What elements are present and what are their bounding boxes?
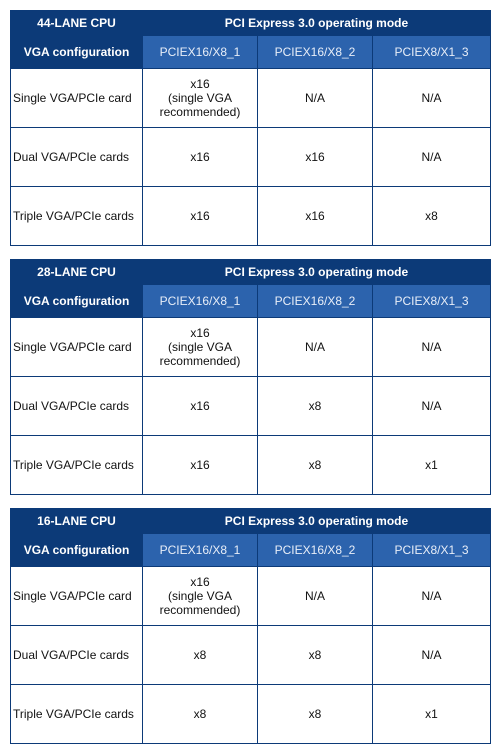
slot2-cell: x16 (258, 128, 373, 187)
slot1-cell: x16 (143, 128, 258, 187)
config-cell: Dual VGA/PCIe cards (11, 377, 143, 436)
slot1-note: recommended) (159, 603, 241, 617)
slot2-cell: x8 (258, 685, 373, 744)
column-header-row (11, 285, 491, 318)
slot1-note: recommended) (159, 354, 241, 368)
slot1-value: x16 (190, 77, 210, 91)
slot-header-pciex16-x8-1: PCIEX16/X8_1 (143, 534, 258, 567)
slot1-cell (143, 567, 258, 626)
vga-configuration-header: VGA configuration (11, 36, 143, 69)
slot1-cell: x16 (143, 377, 258, 436)
cpu-config-table-16-lane (10, 508, 491, 744)
slot3-cell: N/A (373, 626, 491, 685)
table-row (11, 377, 491, 436)
slot1-value: x16 (190, 326, 210, 340)
table-row (11, 318, 491, 377)
slot3-cell: N/A (373, 128, 491, 187)
slot3-cell: N/A (373, 318, 491, 377)
slot2-cell: N/A (258, 318, 373, 377)
slot-header-pciex16-x8-1: PCIEX16/X8_1 (143, 36, 258, 69)
cpu-type-header: 16-LANE CPU (11, 509, 143, 534)
vga-configuration-header: VGA configuration (11, 534, 143, 567)
slot-header-pciex8-x1-3: PCIEX8/X1_3 (373, 285, 491, 318)
slot1-cell: x16 (143, 436, 258, 495)
cpu-config-table-44-lane (10, 10, 491, 246)
slot-header-pciex16-x8-1: PCIEX16/X8_1 (143, 285, 258, 318)
slot3-cell: N/A (373, 377, 491, 436)
slot2-cell: x8 (258, 377, 373, 436)
table-header-row (11, 509, 491, 534)
operating-mode-header: PCI Express 3.0 operating mode (143, 11, 491, 36)
slot1-cell: x8 (143, 685, 258, 744)
config-cell: Single VGA/PCIe card (11, 318, 143, 377)
slot1-value: x16 (190, 575, 210, 589)
slot2-cell: x8 (258, 626, 373, 685)
slot2-cell: x8 (258, 436, 373, 495)
slot2-cell: N/A (258, 69, 373, 128)
slot-header-pciex16-x8-2: PCIEX16/X8_2 (258, 285, 373, 318)
slot1-cell: x16 (143, 187, 258, 246)
slot-header-pciex16-x8-2: PCIEX16/X8_2 (258, 36, 373, 69)
column-header-row (11, 36, 491, 69)
vga-configuration-header: VGA configuration (11, 285, 143, 318)
slot1-cell: x8 (143, 626, 258, 685)
config-cell: Dual VGA/PCIe cards (11, 128, 143, 187)
slot3-cell: N/A (373, 567, 491, 626)
slot3-cell: x8 (373, 187, 491, 246)
table-row (11, 128, 491, 187)
slot2-cell: x16 (258, 187, 373, 246)
operating-mode-header: PCI Express 3.0 operating mode (143, 509, 491, 534)
cpu-config-table-28-lane (10, 259, 491, 495)
config-cell: Single VGA/PCIe card (11, 567, 143, 626)
slot-header-pciex8-x1-3: PCIEX8/X1_3 (373, 36, 491, 69)
slot1-note: (single VGA (167, 589, 233, 603)
slot3-cell: N/A (373, 69, 491, 128)
slot1-note: recommended) (159, 105, 241, 119)
config-cell: Dual VGA/PCIe cards (11, 626, 143, 685)
config-cell: Single VGA/PCIe card (11, 69, 143, 128)
slot1-note: (single VGA (167, 340, 233, 354)
cpu-type-header: 28-LANE CPU (11, 260, 143, 285)
slot-header-pciex8-x1-3: PCIEX8/X1_3 (373, 534, 491, 567)
config-cell: Triple VGA/PCIe cards (11, 685, 143, 744)
slot3-cell: x1 (373, 436, 491, 495)
slot2-cell: N/A (258, 567, 373, 626)
table-header-row (11, 11, 491, 36)
config-cell: Triple VGA/PCIe cards (11, 436, 143, 495)
slot1-note: (single VGA (167, 91, 233, 105)
slot1-cell (143, 69, 258, 128)
table-row (11, 626, 491, 685)
config-cell: Triple VGA/PCIe cards (11, 187, 143, 246)
table-row (11, 567, 491, 626)
table-row (11, 685, 491, 744)
table-row (11, 69, 491, 128)
cpu-type-header: 44-LANE CPU (11, 11, 143, 36)
slot3-cell: x1 (373, 685, 491, 744)
operating-mode-header: PCI Express 3.0 operating mode (143, 260, 491, 285)
table-header-row (11, 260, 491, 285)
column-header-row (11, 534, 491, 567)
table-row (11, 436, 491, 495)
slot-header-pciex16-x8-2: PCIEX16/X8_2 (258, 534, 373, 567)
table-row (11, 187, 491, 246)
slot1-cell (143, 318, 258, 377)
